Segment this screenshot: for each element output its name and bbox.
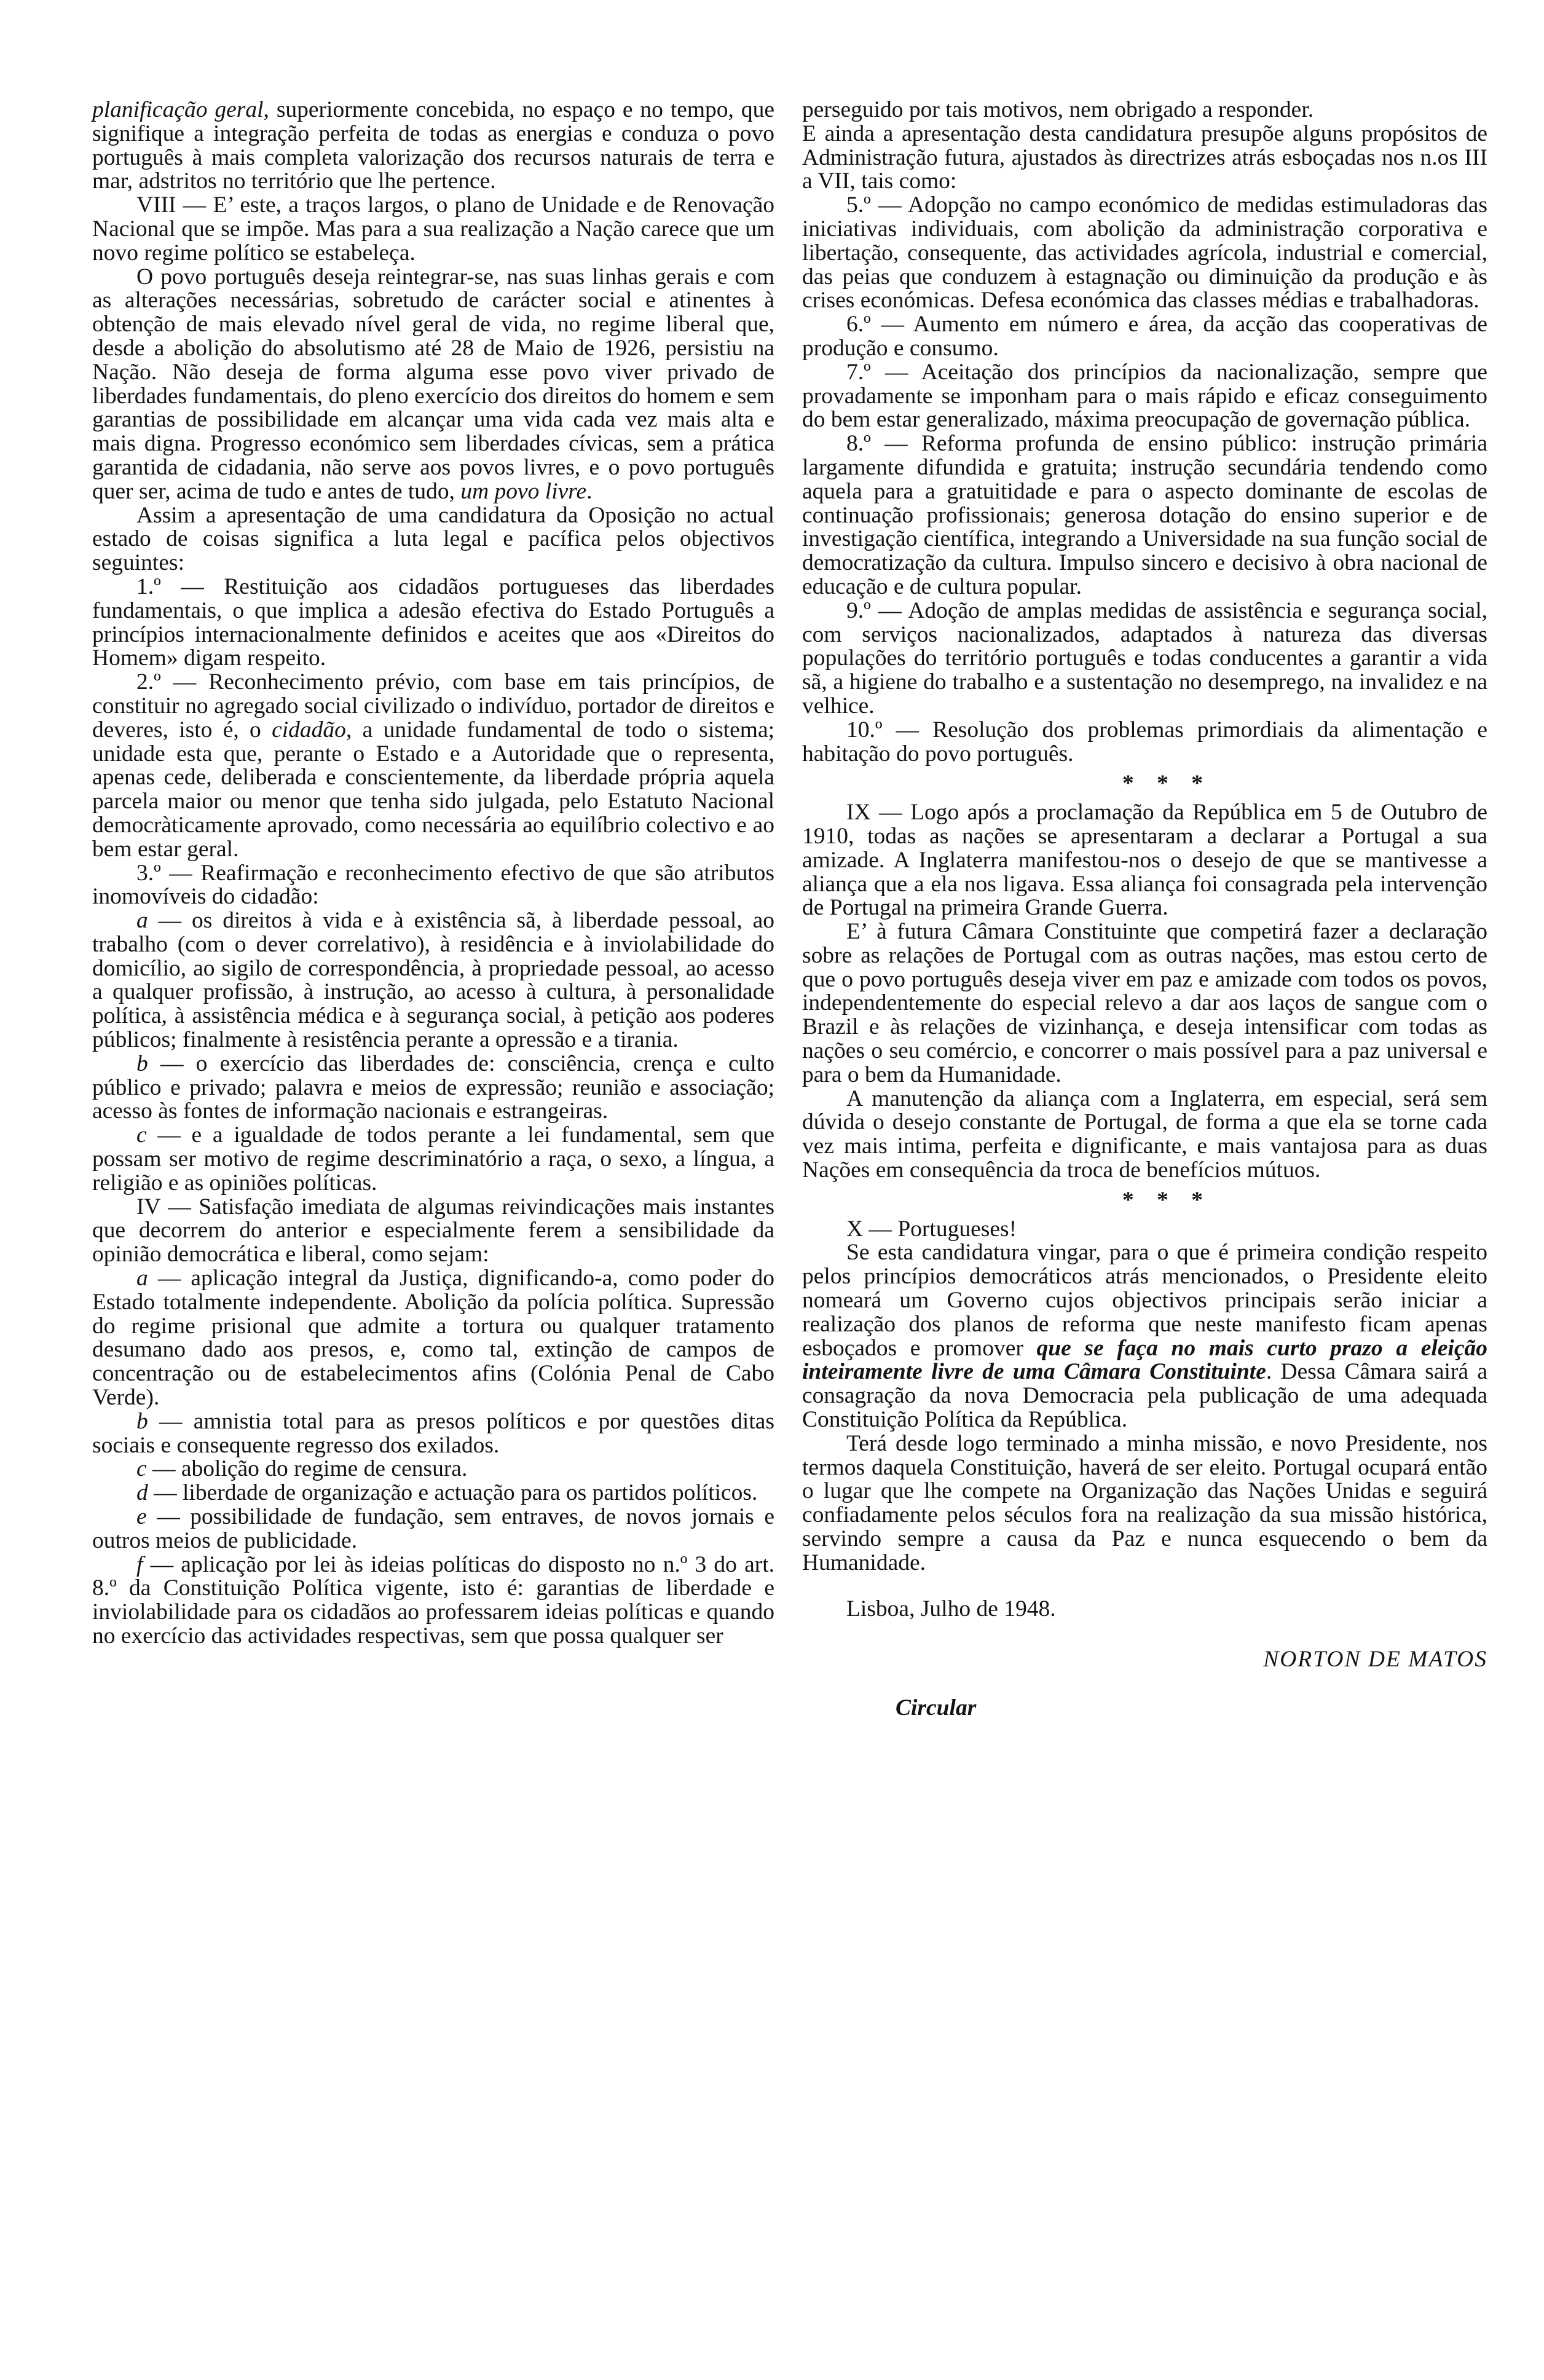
right-column-b-paragraph-2	[802, 920, 1487, 1087]
text-run: A manutenção da aliança com a Inglaterra, em especial, será sem dúvida o desejo constante de Portugal, de forma a que ela se torne cada vez mais intima, perfeita e dignificante, e mais vantajosa para as duas Nações em consequência da troca de benefícios mútuos.	[802, 1086, 1487, 1183]
right-column-c-paragraph-1	[802, 1218, 1487, 1242]
text-run: E ainda a apresentação desta candidatura presupõe alguns propósitos de Administração futura, ajustados às directrizes atrás esboçadas nos n.os III a VII, tais como:	[802, 120, 1487, 194]
signature: NORTON DE MATOS	[1263, 1647, 1487, 1673]
left-column-paragraph-17	[92, 1553, 774, 1649]
text-run: cidadão	[272, 717, 346, 743]
right-column-section-b	[802, 801, 1487, 1183]
text-run: 5.º — Adopção no campo económico de medidas estimuladoras das iniciativas individuais, com abolição da administração corporativa e libertação, consequente, das actividades agrícola, industrial e comercial, das peias que conduzem à estagnação ou diminuição da produção e às crises económicas. Defesa económica das classes médias e trabalhadoras.	[802, 192, 1487, 313]
text-run: — abolição do regime de censura.	[146, 1456, 468, 1482]
text-run: b	[136, 1050, 148, 1076]
text-run: Se esta candidatura vingar, para o que é primeira condição respeito pelos princípios democráticos atrás mencionados, o Presidente eleito nomeará um Governo cujos objectivos principais serão iniciar a realização dos planos de reforma que neste manifesto ficam apenas esboçados e promover	[802, 1240, 1487, 1361]
text-run: a	[136, 908, 148, 934]
left-column-paragraph-2	[92, 194, 774, 265]
left-column-paragraph-15	[92, 1481, 774, 1505]
right-column-a-paragraph-7	[802, 599, 1487, 719]
text-run: perseguido por tais motivos, nem obrigado a responder.	[802, 97, 1314, 122]
text-run: . Dessa Câmara sairá a consagração da nova Democracia pela publicação de uma adequada Constituição Política da República.	[802, 1359, 1488, 1433]
left-column-paragraph-16	[92, 1505, 774, 1553]
right-column-a-paragraph-3	[802, 194, 1487, 313]
text-run: — o exercício das liberdades de: consciência, crença e culto público e privado; palavra e meios de expressão; reunião e associação; acesso às fontes de informação nacionais e estrangeiras.	[92, 1050, 774, 1124]
left-column-paragraph-3	[92, 266, 774, 504]
text-run: um povo livre	[460, 478, 587, 504]
right-column-c-paragraph-2	[802, 1241, 1487, 1432]
right-column-b-paragraph-3	[802, 1087, 1487, 1183]
left-column-paragraph-4	[92, 504, 774, 575]
right-column-a-paragraph-5	[802, 361, 1487, 432]
text-run: — aplicação por lei às ideias políticas do disposto no n.º 3 do art. 8.º da Constituição Política vigente, isto é: garantias de liberdade e inviolabilidade para os cidadãos ao professarem ideias políticas e quando no exercício das actividades respectivas, sem que possa qualquer ser	[92, 1551, 774, 1649]
left-column-paragraph-1	[92, 98, 774, 194]
right-column-a-paragraph-4	[802, 313, 1487, 361]
text-run: e	[136, 1504, 147, 1530]
section-separator-2: * * *	[1122, 1187, 1211, 1213]
right-column-a-paragraph-8	[802, 719, 1487, 766]
text-run: IX — Logo após a proclamação da República em 5 de Outubro de 1910, todas as nações se apresentaram a declarar a Portugal a sua amizade. A Inglaterra manifestou-nos o desejo de que se mantivesse a aliança que a ela nos ligava. Essa aliança foi consagrada pela intervenção de Portugal na primeira Grande Guerra.	[802, 800, 1487, 921]
right-column	[802, 98, 1487, 1720]
right-column-section-a	[802, 98, 1487, 766]
text-run: c	[136, 1456, 147, 1482]
left-column-paragraph-12	[92, 1267, 774, 1410]
text-run: , superiormente concebida, no espaço e no tempo, que signifique a integração perfeita de todas as energias e conduza o povo português à mais completa valorização dos recursos naturais de terra e mar, adstritos no território que lhe pertence.	[92, 97, 774, 194]
text-run: — amnistia total para as presos políticos e por questões ditas sociais e consequente regresso dos exilados.	[92, 1408, 774, 1458]
right-column-b-paragraph-1	[802, 801, 1487, 920]
right-column-c-paragraph-3	[802, 1432, 1487, 1575]
text-run: Terá desde logo terminado a minha missão, e novo Presidente, nos termos daquela Constituição, haverá de ser eleito. Portugal ocupará então o lugar que lhe compete na Organização das Nações Unidas e seguirá confiadamente pelos séculos fora na realização da sua missão histórica, servindo sempre a causa da Paz e nunca esquecendo o bem da Humanidade.	[802, 1430, 1487, 1575]
text-run: d	[136, 1480, 148, 1506]
section-separator-1: * * *	[1122, 771, 1211, 797]
text-run: E’ à futura Câmara Constituinte que competirá fazer a declaração sobre as relações de Portugal com as outras nações, mas estou certo de que o povo português deseja viver em paz e amizade com todos os povos, independentemente do especial relevo a dar aos laços de sangue com o Brazil e às relações de vizinhança, e deseja intensificar com todas as nações o seu comércio, e concorrer o mais possível para a paz universal e para o bem da Humanidade.	[802, 919, 1487, 1087]
left-column	[92, 98, 774, 1649]
left-column-paragraph-9	[92, 1052, 774, 1124]
text-run: — possibilidade de fundação, sem entraves, de novos jornais e outros meios de publicidade.	[92, 1504, 774, 1553]
right-column-a-paragraph-6	[802, 432, 1487, 599]
text-run: — liberdade de organização e actuação para os partidos políticos.	[148, 1480, 758, 1506]
text-run: IV — Satisfação imediata de algumas reivindicações mais instantes que decorrem do anterior e especialmente ferem a sensibilidade da opinião democrática e liberal, como sejam:	[92, 1194, 774, 1267]
text-run: VIII — E’ este, a traços largos, o plano de Unidade e de Renovação Nacional que se impõe. Mas para a sua realização a Nação carece que um novo regime político se estabeleça.	[92, 192, 774, 266]
text-run: c	[136, 1122, 147, 1148]
text-run: planificação geral	[92, 97, 264, 122]
left-column-paragraph-6	[92, 671, 774, 861]
text-run: 6.º — Aumento em número e área, da acção das cooperativas de produção e consumo.	[802, 312, 1487, 361]
left-column-paragraph-5	[92, 575, 774, 671]
left-column-paragraph-7	[92, 862, 774, 910]
text-run: O povo português deseja reintegrar-se, nas suas linhas gerais e com as alterações necessárias, sobretudo de carácter social e atinentes à obtenção de mais elevado nível geral de vida, no regime liberal que, desde a abolição do absolutismo até 28 de Maio de 1926, persistiu na Nação. Não deseja de forma alguma esse povo viver privado de liberdades fundamentais, do pleno exercício dos direitos do homem e sem garantias de possibilidade em alcançar uma vida cada vez mais alta e mais digna. Progresso económico sem liberdades cívicas, sem a prática garantida de cidadania, não serve aos povos livres, e o povo português quer ser, acima de tudo e antes de tudo,	[92, 264, 774, 504]
text-run: 9.º — Adoção de amplas medidas de assistência e segurança social, com serviços nacionalizados, adaptados à natureza das diversas populações do território português e todas conducentes a garantir a vida sã, a higiene do trabalho e a sustentação no desemprego, na invalidez e na velhice.	[802, 597, 1487, 719]
text-run: — os direitos à vida e à existência sã, à liberdade pessoal, ao trabalho (com o dever correlativo), à residência e à inviolabilidade do domicílio, ao sigilo de correspondência, à propriedade pessoal, ao acesso a qualquer profissão, à instrução, ao acesso à cultura, à personalidade política, à assistência médica e à segurança social, à petição aos poderes públicos; finalmente à resistência perante a opressão e a tirania.	[92, 908, 774, 1053]
text-run: a	[136, 1266, 148, 1291]
text-run: 10.º — Resolução dos problemas primordiais da alimentação e habitação do povo português.	[802, 717, 1487, 766]
left-column-paragraph-14	[92, 1457, 774, 1481]
text-run: 8.º — Reforma profunda de ensino público: instrução primária largamente difundida e gratuita; instrução secundária tendendo como aquela para a gratuitidade e para o aspecto dominante de escolas de continuação profissionais; generosa dotação do ensino superior e de investigação científica, integrando a Universidade na sua função social de democratização da cultura. Impulso sincero e decisivo à obra nacional de educação e de cultura popular.	[802, 431, 1487, 599]
text-run: 7.º — Aceitação dos princípios da nacionalização, sempre que provadamente se imponham para o mais rápido e eficaz conseguimento do bem estar generalizado, máxima preocupação de governação pública.	[802, 359, 1487, 433]
date-line: Lisboa, Julho de 1948.	[846, 1596, 1056, 1621]
left-column-paragraph-11	[92, 1196, 774, 1267]
text-run: 1.º — Restituição aos cidadãos portugueses das liberdades fundamentais, o que implica a adesão efectiva do Estado Português a princípios internacionalmente definidos e aceites que aos «Direitos do Homem» digam respeito.	[92, 573, 774, 671]
left-column-paragraph-13	[92, 1410, 774, 1458]
text-run: Assim a apresentação de uma candidatura da Oposição no actual estado de coisas significa a luta legal e pacífica pelos objectivos seguintes:	[92, 502, 774, 576]
text-run: f	[136, 1551, 143, 1577]
text-run: b	[136, 1408, 148, 1434]
left-column-paragraph-10	[92, 1124, 774, 1195]
text-run: 2.º — Reconhecimento prévio, com base em tais princípios, de constituir no agregado social civilizado o indivíduo, portador de direitos e deveres, isto é, o	[92, 669, 774, 743]
text-run: 3.º — Reafirmação e reconhecimento efectivo de que são atributos inomovíveis do cidadão:	[92, 860, 774, 910]
right-column-a-paragraph-1	[802, 98, 1487, 122]
text-run: , a unidade fundamental de todo o sistema; unidade esta que, perante o Estado e a Autoridade que o representa, apenas cede, deliberada e conscientemente, da liberdade própria aquela parcela maior ou menor que tenha sido julgada, pelo Estatuto Nacional democràticamente aprovado, como necessária ao equilíbrio colectivo e ao bem estar geral.	[92, 717, 775, 862]
text-run: .	[586, 478, 593, 504]
left-column-paragraph-8	[92, 909, 774, 1052]
text-run: — aplicação integral da Justiça, dignificando-a, como poder do Estado totalmente independente. Abolição da polícia política. Supressão do regime prisional que admite a tortura ou qualquer tratamento desumano dado aos presos, e, como tal, extinção de campos de concentração ou de estabelecimentos afins (Colónia Penal de Cabo Verde).	[92, 1266, 774, 1411]
text-run: X — Portugueses!	[846, 1216, 1017, 1242]
text-run: que se faça no mais curto prazo a eleição inteiramente livre de uma Câmara Constituinte	[802, 1335, 1487, 1385]
text-run: — e a igualdade de todos perante a lei fundamental, sem que possam ser motivo de regime descriminatório a raça, o sexo, a língua, a religião e as opiniões políticas.	[92, 1122, 774, 1196]
right-column-section-c	[802, 1218, 1487, 1575]
footer-label-circular: Circular	[896, 1695, 977, 1721]
right-column-a-paragraph-2	[802, 122, 1487, 194]
